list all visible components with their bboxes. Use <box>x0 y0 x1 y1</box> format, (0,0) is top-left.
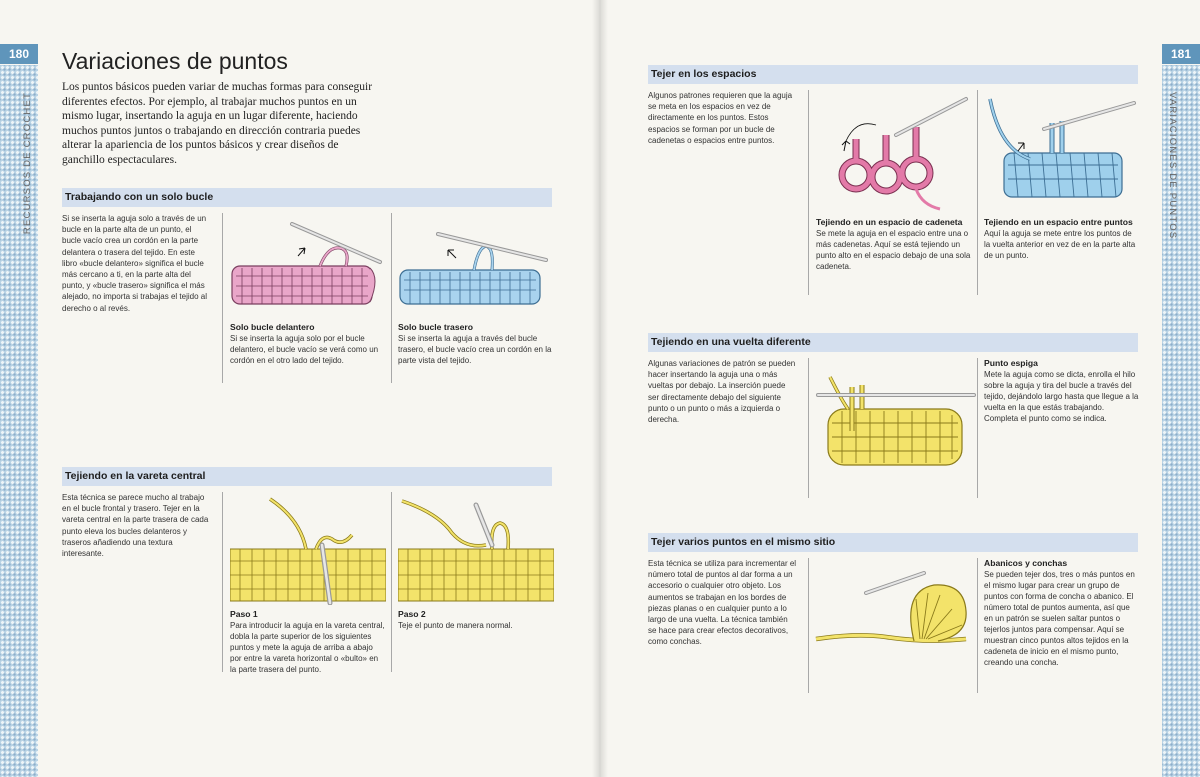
caption-text: Para introducir la aguja en la vareta central, dobla la parte superior de los siguientes puntos y mete la aguja de arriba a abajo por entre la vareta horizontal o «bulto» en la parte trasera del punto. <box>230 620 385 674</box>
spike-stitch-illustration <box>816 371 976 471</box>
section-spaces <box>648 65 1138 300</box>
section-different-row <box>648 333 1138 503</box>
side-tab-label: RECURSOS DE CROCHET <box>22 92 33 235</box>
caption-step1 <box>230 609 386 675</box>
front-loop-illustration <box>230 218 386 318</box>
caption-text: Teje el punto de manera normal. <box>398 620 513 630</box>
section-text: Algunas variaciones de patrón se pueden hacer insertando la aguja una o más vueltas por debajo. La inserción puede ser directamente debajo del siguiente punto o un punto o más a izquierda o derecha. <box>648 359 796 425</box>
caption-step2 <box>398 609 554 631</box>
section-heading: Trabajando con un solo bucle <box>62 188 552 207</box>
caption-chain-space <box>816 217 972 272</box>
section-heading: Tejer en los espacios <box>648 65 1138 84</box>
caption-title: Tejiendo en un espacio entre puntos <box>984 217 1133 227</box>
caption-title: Solo bucle trasero <box>398 322 473 332</box>
column-divider <box>222 492 223 672</box>
book-gutter <box>592 0 608 777</box>
section-center-post <box>62 467 552 677</box>
caption-title: Paso 2 <box>398 609 426 619</box>
page-title: Variaciones de puntos <box>62 48 288 74</box>
caption-shells <box>984 558 1140 668</box>
caption-title: Solo bucle delantero <box>230 322 315 332</box>
column-divider <box>808 358 809 498</box>
caption-spike-stitch <box>984 358 1140 424</box>
page-number: 180 <box>0 44 38 64</box>
caption-title: Abanicos y conchas <box>984 558 1068 568</box>
caption-title: Paso 1 <box>230 609 258 619</box>
caption-text: Si se inserta la aguja a través del bucle trasero, el bucle vacío crea un cordón en la parte vista del tejido. <box>398 333 552 365</box>
chain-space-illustration <box>816 95 972 213</box>
between-stitches-illustration <box>984 95 1140 213</box>
section-text: Algunos patrones requieren que la aguja se meta en los espacios en vez de directamente en los puntos. Estos espacios se forman por un bucle de cadenetas o espacios entre puntos. <box>648 91 793 145</box>
caption-text: Si se inserta la aguja solo por el bucle delantero, el bucle vacío se verá como un cordón en el otro lado del tejido. <box>230 333 379 365</box>
caption-text: Mete la aguja como se dicta, enrolla el hilo sobre la aguja y tira del bucle a través del tejido, dejándolo largo hasta que llegue a la vuelta en la que estás trabajando. Completa el punto como se indica. <box>984 369 1139 423</box>
section-text: Esta técnica se parece mucho al trabajo en el bucle frontal y trasero. Tejer en la vareta central en la parte trasera de cada punto eleva los bucles delanteros y traseros añadiendo una textura interesante. <box>62 493 209 559</box>
right-page <box>600 0 1200 777</box>
caption-back-loop <box>398 322 554 366</box>
section-same-place <box>648 533 1138 698</box>
column-divider <box>222 213 223 383</box>
column-divider <box>977 358 978 498</box>
back-loop-illustration <box>398 218 554 318</box>
section-text: Si se inserta la aguja solo a través de un bucle en la parte alta de un punto, el bucle vacío crea un cordón en la parte delantera o trasera del tejido. En este libro «bucle delantero» significa el bucle más cercano a ti, en la parte alta del punto, y «bucle trasero» significa el más alejado, no importa si trabajas el tejido al derecho o al revés. <box>62 214 207 313</box>
column-divider <box>977 558 978 693</box>
column-divider <box>808 90 809 295</box>
column-divider <box>391 213 392 383</box>
section-single-loop <box>62 188 552 388</box>
caption-text: Aquí la aguja se mete entre los puntos de la vuelta anterior en vez de en la parte alta de un punto. <box>984 228 1136 260</box>
section-text: Esta técnica se utiliza para incrementar el número total de puntos al dar forma a un accesorio o cualquier otro objeto. Los aumentos se trabajan en los bordes de piezas planas o en cualquier punto a lo largo de una vuelta. La técnica también se hace para crear efectos decorativos, como conchas. <box>648 559 797 647</box>
section-heading: Tejer varios puntos en el mismo sitio <box>648 533 1138 552</box>
center-post-step1-illustration <box>230 497 386 605</box>
page-number: 181 <box>1162 44 1200 64</box>
center-post-step2-illustration <box>398 497 554 605</box>
column-divider <box>808 558 809 693</box>
intro-paragraph: Los puntos básicos pueden variar de muchas formas para conseguir diferentes efectos. Por ejemplo, al trabajar muchos puntos en un mismo lugar, insertando la aguja en un lugar diferente, haciendo muchos puntos juntos o trabajando en dirección contraria puedes alterar la apariencia de los puntos básicos y crear diseños de ganchillo espectaculares. <box>62 81 373 166</box>
caption-text: Se mete la aguja en el espacio entre una o más cadenetas. Aquí se está tejiendo un punto alto en el espacio debajo de una sola cadeneta. <box>816 228 971 271</box>
section-heading: Tejiendo en una vuelta diferente <box>648 333 1138 352</box>
column-divider <box>977 90 978 295</box>
caption-title: Tejiendo en un espacio de cadeneta <box>816 217 963 227</box>
caption-title: Punto espiga <box>984 358 1038 368</box>
column-divider <box>391 492 392 672</box>
caption-between-stitches <box>984 217 1140 261</box>
side-tab-label: VARIACIONES DE PUNTOS <box>1167 92 1178 240</box>
caption-front-loop <box>230 322 386 366</box>
shell-stitch-illustration <box>814 569 974 669</box>
section-heading: Tejiendo en la vareta central <box>62 467 552 486</box>
caption-text: Se pueden tejer dos, tres o más puntos en el mismo lugar para crear un grupo de puntos con forma de concha o abanico. El número total de puntos aumenta, así que en un patrón se suelen saltar puntos o tejerlos juntos para compensar. Aquí se muestran cinco puntos altos tejidos en la cadeneta de inicio en el mismo punto, creando una concha. <box>984 569 1135 667</box>
